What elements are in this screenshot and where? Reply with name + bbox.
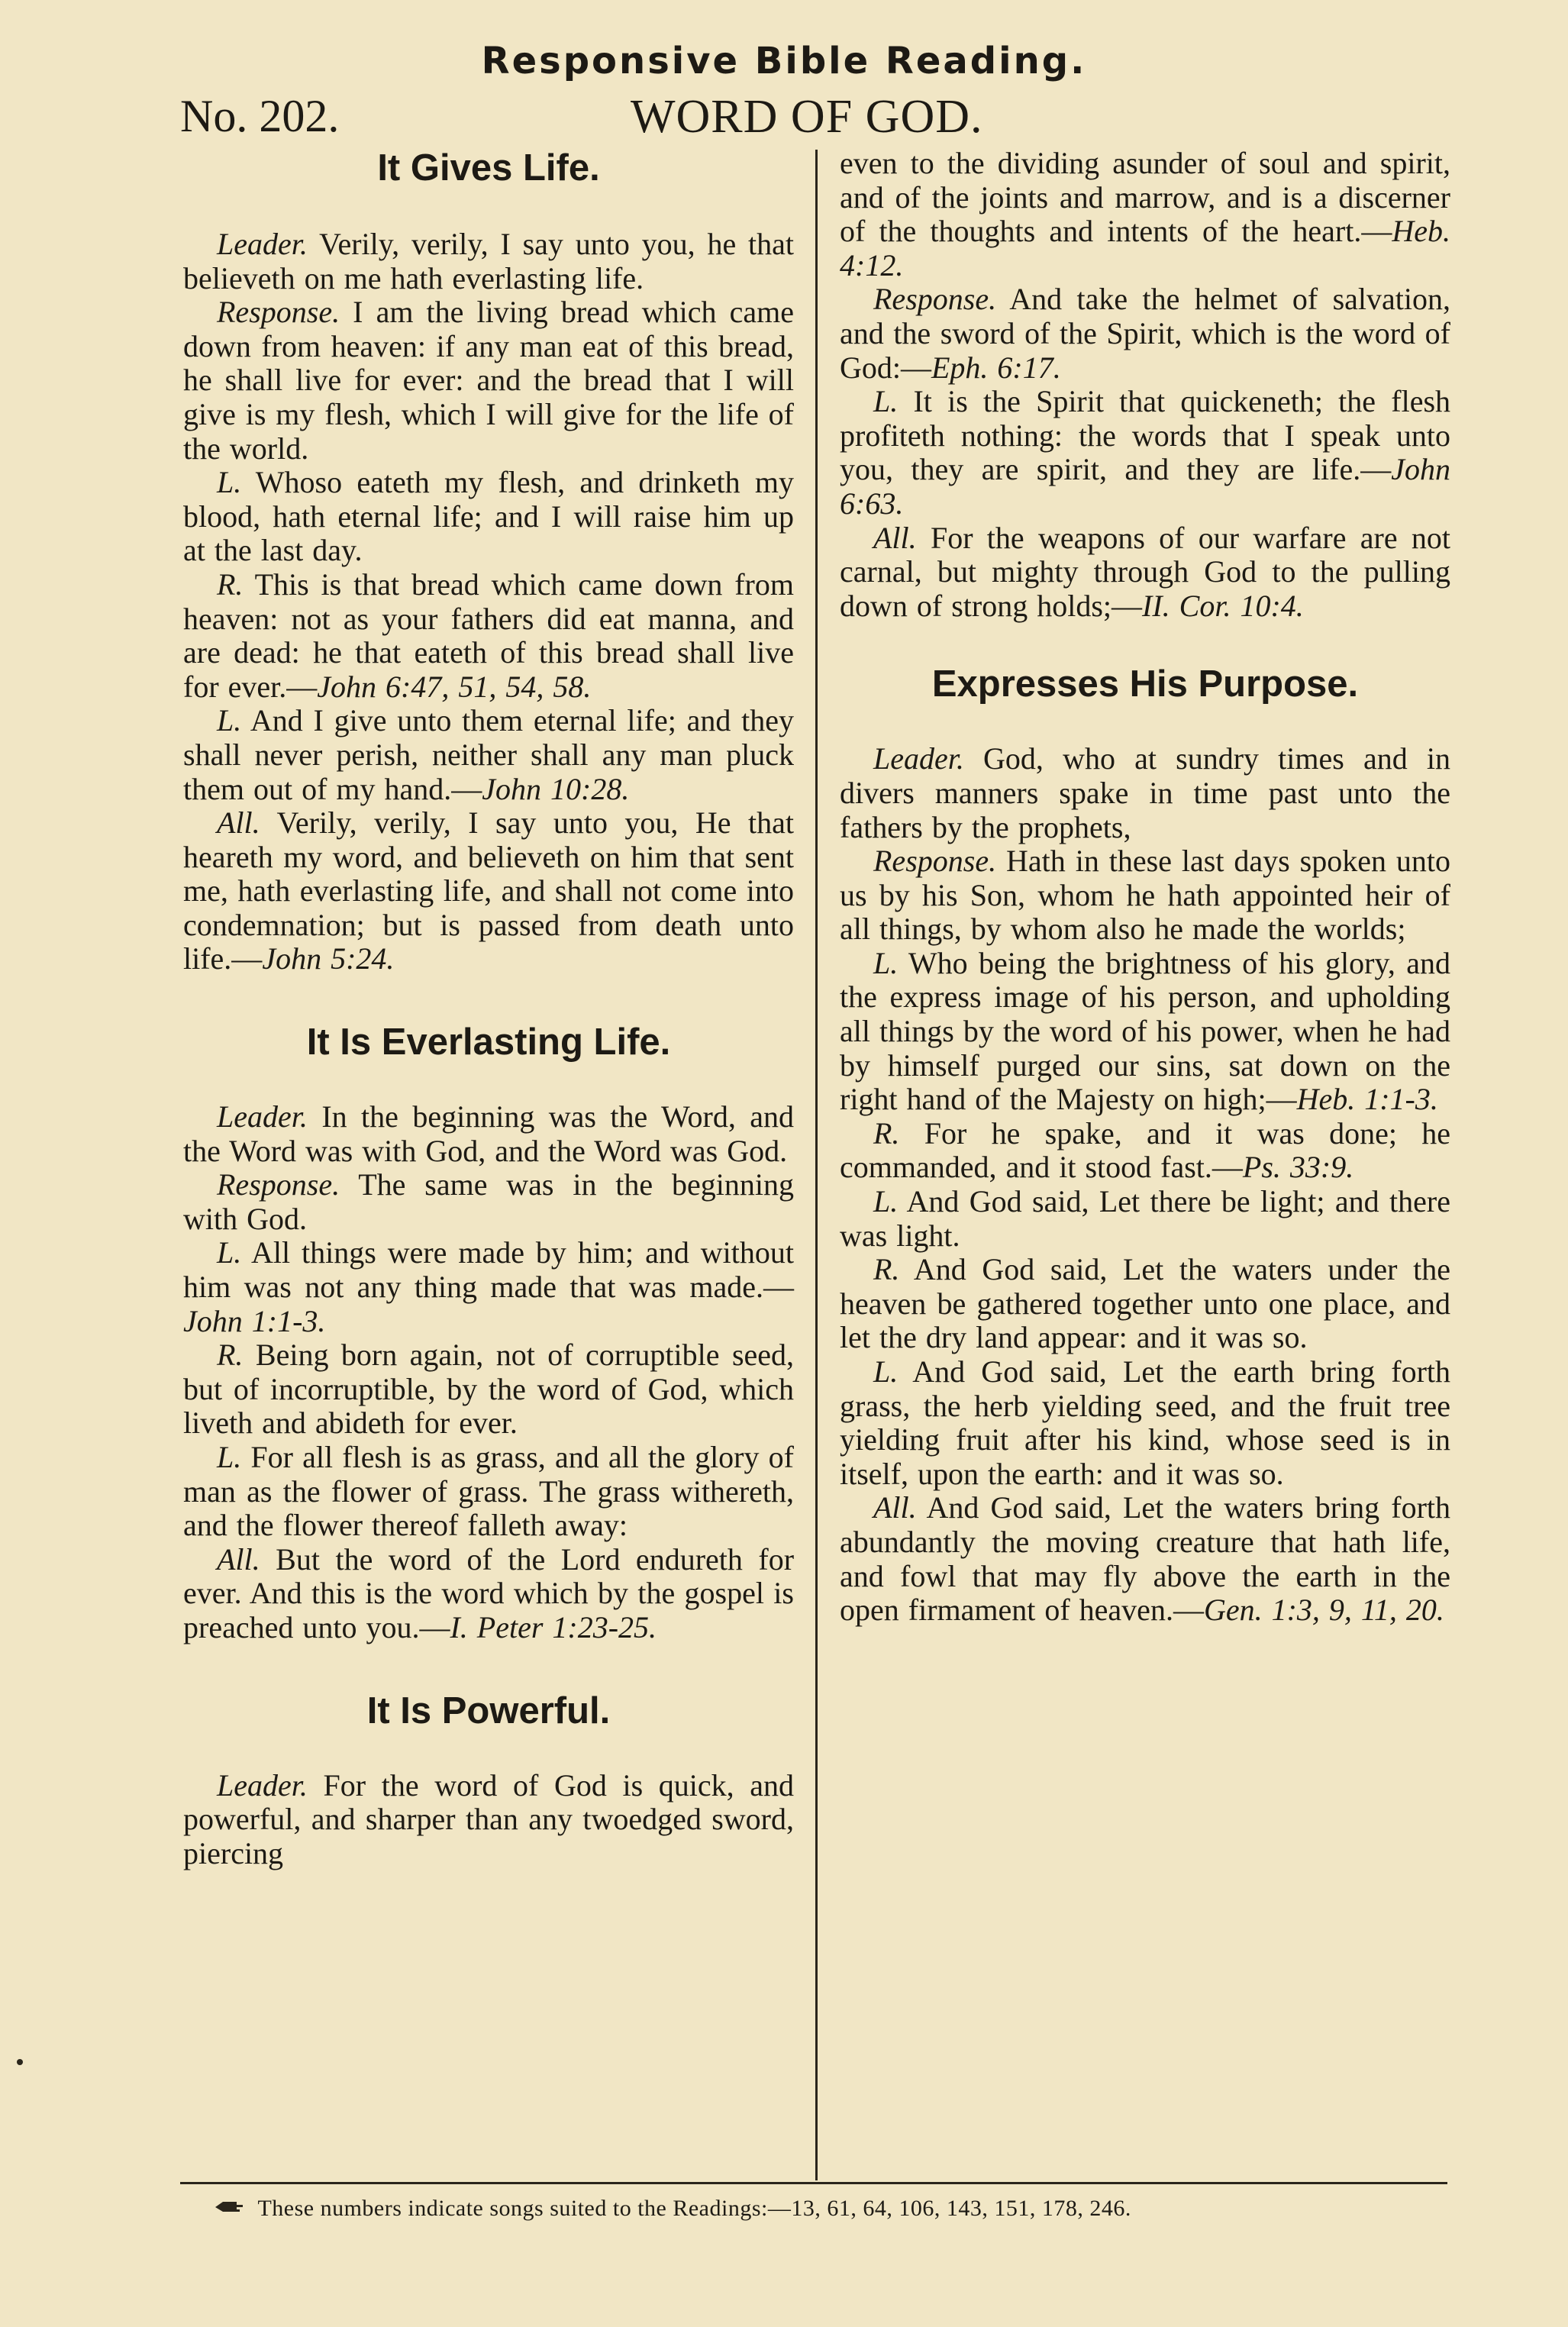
verse-text: And I give unto them eternal life; and they shall never perish, neither shall any man pluck them out of my hand.— [183,703,795,806]
section-heading: Expresses His Purpose. [931,663,1359,705]
verse-text: I am the living bread which came down from heaven: if any man eat of this bread, he shall live for ever: and the bread that I will give is my flesh, which I will give for the life of the world. [183,295,795,466]
speaker-label: L. [873,1354,899,1389]
section-heading: It Is Everlasting Life. [306,1021,671,1063]
verse-paragraph [840,1185,1450,1253]
footnote-text: These numbers indicate songs suited to the Readings:—13, 61, 64, 106, 143, 151, 178, 246. [257,2196,1131,2221]
verse-paragraph [840,947,1450,1117]
scripture-reference: Heb. 4:12. [840,214,1450,282]
scripture-reference: John 6:47, 51, 54, 58. [317,669,592,704]
verse-text: And God said, Let there be light; and there was light. [840,1184,1450,1253]
scripture-reference: Gen. 1:3, 9, 11, 20. [1203,1593,1444,1628]
speaker-label: Leader. [217,1767,308,1803]
speaker-label: All. [873,1490,917,1525]
verse-text: It is the Spirit that quickeneth; the flesh profiteth nothing: the words that I speak unto you, they are spirit, and they are life.— [840,384,1451,487]
verse-text: And God said, Let the waters bring forth abundantly the moving creature that hath life, and fowl that may fly above the earth in the open firmament of heaven.— [840,1490,1450,1628]
verse-paragraph [840,1117,1450,1185]
verse-text: For the weapons of our warfare are not carnal, but mighty through God to the pulling down of strong holds;— [840,520,1450,623]
verse-paragraph [840,844,1450,947]
verse-text: Whoso eateth my flesh, and drinketh my blood, hath eternal life; and I will raise him up at the last day. [183,465,795,568]
verse-text: The same was in the beginning with God. [183,1167,795,1236]
verse-text: But the word of the Lord endureth for ever. And this is the word which by the gospel is preached unto you.— [183,1541,795,1644]
speaker-label: R. [217,1338,244,1373]
section-heading: It Is Powerful. [366,1690,611,1732]
verse-text: Verily, verily, I say unto you, He that heareth my word, and believeth on him that sent me, hath everlasting life, and shall not come into condemnation; but is passed from death unto life.— [183,805,795,976]
speaker-label: All. [217,805,260,841]
verse-paragraph [183,704,794,806]
speaker-label: L. [217,703,242,738]
scripture-reference: Heb. 1:1-3. [1296,1082,1438,1117]
verse-paragraph [840,1253,1450,1355]
verse-text: Verily, verily, I say unto you, he that believeth on me hath everlasting life. [183,227,794,295]
footnote [214,2196,1466,2222]
margin-mark [17,2059,23,2065]
verse-paragraph [183,1543,794,1645]
verse-text: And God said, Let the earth bring forth grass, the herb yielding seed, and the fruit tree yielding fruit after his kind, whose seed is in itself, upon the earth: and it was so. [840,1354,1450,1491]
speaker-label: L. [217,465,242,500]
verse-text: And God said, Let the waters under the heaven be gathered together unto one place, and let the dry land appear: and it was so. [840,1252,1451,1355]
verse-text: For he spake, and it was done; he commanded, and it stood fast.— [840,1115,1451,1185]
speaker-label: L. [873,384,899,419]
verse-paragraph [183,1168,794,1236]
verse-paragraph [183,1769,794,1871]
verse-paragraph [840,282,1450,385]
verse-text: even to the dividing asunder of soul and spirit, and of the joints and marrow, and is a discerner of the thoughts and intents of the heart.— [840,146,1450,249]
speaker-label: L. [217,1440,242,1474]
verse-text: Hath in these last days spoken unto us by his Son, whom he hath appointed heir of all things, by whom also he made the worlds; [840,844,1450,947]
speaker-label: L. [873,945,899,980]
speaker-label: All. [873,520,917,555]
speaker-label: R. [873,1252,900,1287]
section-heading: It Gives Life. [377,147,600,189]
scripture-reference: John 5:24. [262,941,395,976]
running-head: Responsive Bible Reading. [481,40,1087,82]
scripture-reference: John 1:1-3. [183,1303,326,1338]
verse-paragraph [183,1236,794,1338]
verse-text: For the word of God is quick, and powerful, and sharper than any twoedged sword, piercing [183,1767,794,1870]
verse-text: In the beginning was the Word, and the Word was with God, and the Word was God. [183,1099,794,1168]
column-divider [815,150,818,2180]
verse-paragraph [183,228,794,295]
verse-paragraph [840,521,1450,624]
verse-text: This is that bread which came down from heaven: not as your fathers did eat manna, and are dead: he that eateth of this bread shall live for ever.— [183,566,794,704]
scripture-reference: Eph. 6:17. [931,350,1061,385]
verse-paragraph [183,466,794,568]
reading-title: WORD OF GOD. [631,91,983,143]
verse-text: And take the helmet of salvation, and the sword of the Spirit, which is the word of God:— [840,282,1450,385]
speaker-label: L. [873,1184,899,1219]
right-column [840,147,1450,1628]
scripture-reference: John 10:28. [482,771,630,806]
speaker-label: Response. [873,282,997,317]
speaker-label: R. [873,1115,900,1151]
speaker-label: Leader. [873,741,964,776]
scripture-reference: John 6:63. [840,452,1450,521]
speaker-label: All. [217,1541,260,1577]
verse-text: For all flesh is as grass, and all the glory of man as the flower of grass. The grass withereth, and the flower thereof falleth away: [183,1440,794,1543]
speaker-label: Leader. [217,227,308,261]
verse-paragraph [183,806,794,976]
verse-paragraph [183,1100,794,1168]
verse-text: God, who at sundry times and in divers manners spake in time past unto the fathers by the prophets, [840,741,1450,844]
reading-number: No. 202. [180,91,340,141]
speaker-label: R. [217,566,244,602]
verse-paragraph [840,1491,1450,1627]
reading-header [180,90,1447,151]
left-column [183,147,794,1870]
scripture-reference: I. Peter 1:23-25. [450,1609,657,1644]
verse-paragraph [183,295,794,466]
verse-paragraph [183,1338,794,1441]
verse-paragraph [183,568,794,704]
speaker-label: Response. [873,844,997,879]
footnote-rule [180,2182,1447,2184]
verse-text: Being born again, not of corruptible seed, but of incorruptible, by the word of God, which liveth and abideth for ever. [183,1338,795,1441]
verse-text: Who being the brightness of his glory, and the express image of his person, and upholding all things by the word of his power, when he had by himself purged our sins, sat down on the right hand of the Majesty on high;— [840,945,1451,1117]
speaker-label: L. [217,1235,242,1270]
scripture-reference: II. Cor. 10:4. [1142,588,1304,623]
verse-paragraph [840,385,1450,521]
speaker-label: Response. [217,295,340,330]
verse-paragraph [840,147,1450,282]
speaker-label: Response. [217,1167,340,1202]
verse-text: All things were made by him; and without him was not any thing made that was made.— [183,1235,794,1305]
scripture-reference: Ps. 33:9. [1242,1150,1354,1185]
verse-paragraph [840,1355,1450,1491]
speaker-label: Leader. [217,1099,308,1134]
pointing-hand-icon [214,2196,252,2222]
verse-paragraph [840,742,1450,844]
verse-paragraph [183,1441,794,1543]
